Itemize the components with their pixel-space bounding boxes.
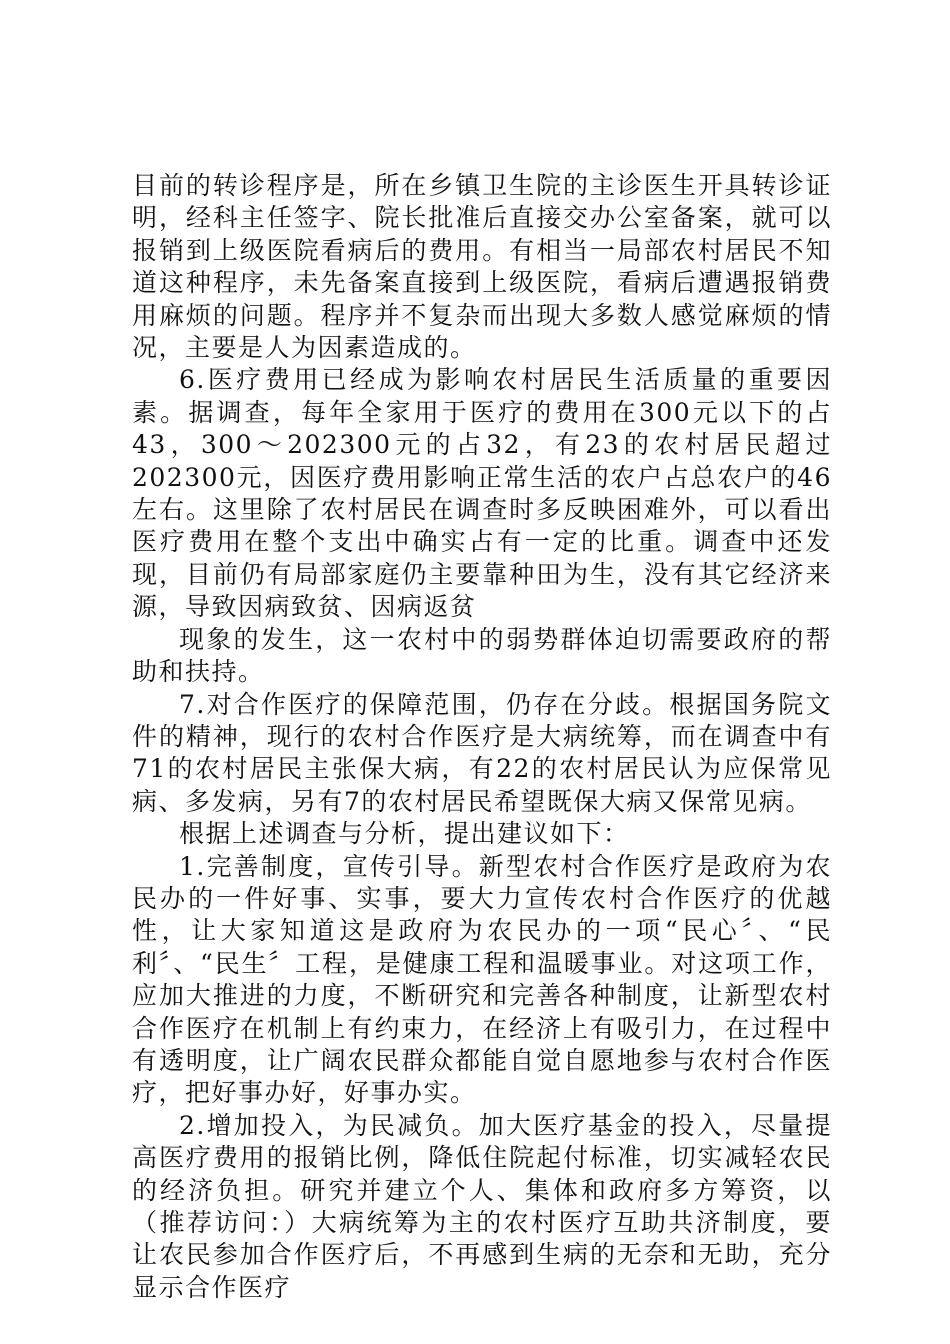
paragraph-vulnerable-groups: 现象的发生，这一农村中的弱势群体迫切需要政府的帮助和扶持。: [132, 624, 832, 687]
paragraph-suggestion-1: 1.完善制度，宣传引导。新型农村合作医疗是政府为农民办的一件好事、实事，要大力宣传农村合作医疗的优越性，让大家知道这是政府为农民办的一项“民心〞、“民利〞、“民生〞工程，是健康工程和温暖事业。对这项工作，应加大推进的力度，不断研究和完善各种制度，让新型农村合作医疗在机制上有约束力，在经济上有吸引力，在过程中有透明度，让广阔农民群众都能自觉自愿地参与农村合作医疗，把好事办好，好事办实。: [132, 851, 832, 1108]
paragraph-suggestion-2: 2.增加投入，为民减负。加大医疗基金的投入，尽量提高医疗费用的报销比例，降低住院起付标准，切实减轻农民的经济负担。研究并建立个人、集体和政府多方筹资，以（推荐访问：）大病统筹为主的农村医疗互助共济制度，要让农民参加合作医疗后，不再感到生病的无奈和无助，充分显示合作医疗: [132, 1110, 832, 1302]
paragraph-point-6-medical-costs: 6.医疗费用已经成为影响农村居民生活质量的重要因素。据调查，每年全家用于医疗的费用在300元以下的占43，300～202300元的占32，有23的农村居民超过202300元，因医疗费用影响正常生活的农户占总农户的46左右。这里除了农村居民在调查时多反映困难外，可以看出医疗费用在整个支出中确实占有一定的比重。调查中还发现，目前仍有局部家庭仍主要靠种田为生，没有其它经济来源，导致因病致贫、因病返贫: [132, 365, 832, 622]
paragraph-referral-procedure: 目前的转诊程序是，所在乡镇卫生院的主诊医生开具转诊证明，经科主任签字、院长批准后直接交办公室备案，就可以报销到上级医院看病后的费用。有相当一局部农村居民不知道这种程序，未先备案直接到上级医院，看病后遭遇报销费用麻烦的问题。程序并不复杂而出现大多数人感觉麻烦的情况，主要是人为因素造成的。: [132, 171, 832, 363]
paragraph-point-7-coverage: 7.对合作医疗的保障范围，仍存在分歧。根据国务院文件的精神，现行的农村合作医疗是大病统筹，而在调查中有71的农村居民主张保大病，有22的农村居民认为应保常见病、多发病，另有7的农村居民希望既保大病又保常见病。: [132, 689, 832, 816]
document-body: [132, 170, 832, 1304]
paragraph-suggestions-intro: 根据上述调查与分析，提出建议如下：: [179, 819, 630, 849]
